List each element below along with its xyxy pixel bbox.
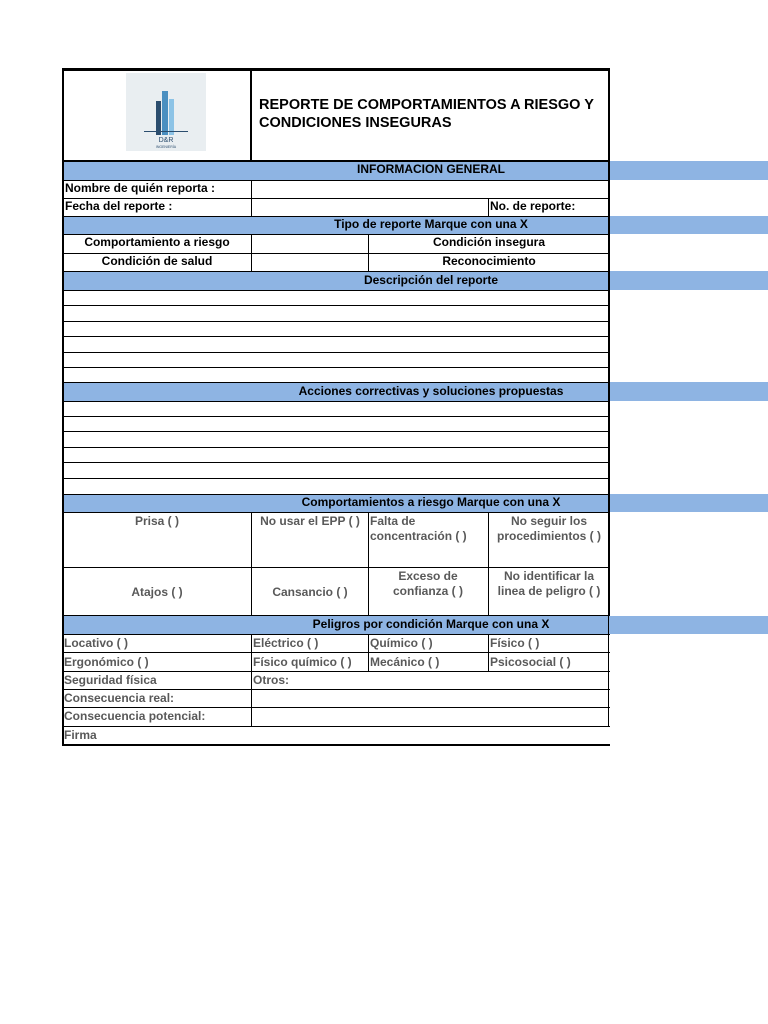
h-rule [62, 180, 610, 181]
hazard-phys-security: Seguridad física [64, 673, 157, 687]
h-rule [62, 401, 610, 402]
behavior-risk-field[interactable] [252, 234, 368, 253]
hazard-physical: Físico ( ) [490, 636, 540, 650]
h-rule [62, 462, 610, 463]
signature-label: Firma [64, 728, 97, 742]
logo-building-3 [169, 99, 174, 135]
reporter-field[interactable] [252, 180, 609, 198]
real-consequence-label: Consecuencia real: [64, 691, 175, 705]
behavior-rush: Prisa ( ) [134, 514, 179, 528]
h-rule [62, 726, 610, 727]
page-title: REPORTE DE COMPORTAMIENTOS A RIESGO Y CONDICIONES INSEGURAS [259, 97, 594, 131]
behavior-fatigue: Cansancio ( ) [272, 585, 348, 599]
h-rule [62, 160, 610, 162]
general-header: INFORMACION GENERAL [357, 162, 505, 176]
h-rule [62, 447, 610, 448]
reporter-label: Nombre de quién reporta : [65, 181, 216, 195]
health-condition-label: Condición de salud [101, 254, 213, 268]
hazard-physchem: Físico químico ( ) [253, 655, 352, 669]
h-rule [62, 707, 610, 708]
hazard-others: Otros: [253, 673, 289, 687]
unsafe-condition-label: Condición insegura [432, 235, 545, 249]
h-rule [62, 68, 610, 71]
h-rule [62, 494, 610, 495]
h-rule [62, 689, 610, 690]
h-rule [62, 336, 610, 337]
v-rule [251, 512, 252, 615]
logo-subtext: INGENIERÍA [155, 145, 177, 149]
h-rule [62, 615, 610, 616]
hazard-electric: Eléctrico ( ) [253, 636, 319, 650]
v-rule [251, 180, 252, 216]
h-rule [62, 382, 610, 383]
logo-baseline [144, 131, 188, 132]
h-rule [62, 634, 610, 635]
h-rule [62, 234, 610, 235]
behavior-risk-label: Comportamiento a riesgo [84, 235, 230, 249]
v-rule [488, 512, 489, 615]
h-rule [62, 290, 610, 291]
potential-consequence-field[interactable] [252, 708, 609, 726]
v-rule [62, 68, 64, 746]
behaviors-header: Comportamientos a riesgo Marque con una X [301, 495, 561, 509]
logo-building-2 [162, 91, 168, 135]
hazard-chemical: Químico ( ) [370, 636, 433, 650]
h-rule [62, 652, 610, 653]
health-condition-field[interactable] [252, 253, 368, 271]
v-rule [251, 234, 252, 271]
v-rule [250, 68, 252, 161]
v-rule [488, 198, 489, 216]
h-rule [62, 512, 610, 513]
hazards-header: Peligros por condición Marque con una X [312, 617, 550, 631]
v-rule [608, 616, 609, 726]
h-rule [62, 271, 610, 272]
hazard-psychosocial: Psicosocial ( ) [490, 655, 571, 669]
date-field[interactable] [252, 198, 488, 216]
v-rule [251, 634, 252, 726]
v-rule [608, 68, 610, 616]
report-no-label: No. de reporte: [490, 199, 576, 213]
signature-field[interactable] [63, 726, 609, 744]
h-rule [62, 352, 610, 353]
logo-building-1 [156, 101, 161, 135]
hazard-locative: Locativo ( ) [64, 636, 129, 650]
report-type-header: Tipo de reporte Marque con una X [334, 217, 528, 231]
h-rule [62, 744, 610, 746]
potential-consequence-label: Consecuencia potencial: [64, 709, 206, 723]
h-rule [62, 478, 610, 479]
hazard-ergonomic: Ergonómico ( ) [64, 655, 149, 669]
description-header: Descripción del reporte [363, 273, 499, 287]
recognition-label: Reconocimiento [442, 254, 536, 268]
h-rule [62, 367, 610, 368]
v-rule [368, 512, 369, 615]
v-rule [368, 634, 369, 671]
actions-header: Acciones correctivas y soluciones propuestas [298, 384, 564, 398]
h-rule [62, 216, 610, 217]
h-rule [62, 416, 610, 417]
behavior-no-ppe: No usar el EPP ( ) [260, 514, 360, 528]
v-rule [488, 634, 489, 671]
real-consequence-field[interactable] [252, 690, 609, 708]
h-rule [62, 321, 610, 322]
h-rule [62, 567, 610, 568]
behavior-no-procedures: No seguir los procedimientos ( ) [496, 514, 601, 543]
h-rule [62, 198, 610, 199]
behavior-lack-focus: Falta de concentración ( ) [370, 514, 467, 543]
v-rule [368, 234, 369, 271]
h-rule [62, 431, 610, 432]
behavior-no-danger-line: No identificar la linea de peligro ( ) [497, 569, 601, 598]
date-label: Fecha del reporte : [65, 199, 173, 213]
behavior-overconfidence: Exceso de confianza ( ) [392, 569, 463, 598]
logo [126, 73, 206, 151]
hazard-mechanical: Mecánico ( ) [370, 655, 440, 669]
behavior-shortcuts: Atajos ( ) [131, 585, 183, 599]
h-rule [62, 253, 610, 254]
h-rule [62, 671, 610, 672]
h-rule [62, 305, 610, 306]
logo-text: D&R [158, 137, 174, 144]
